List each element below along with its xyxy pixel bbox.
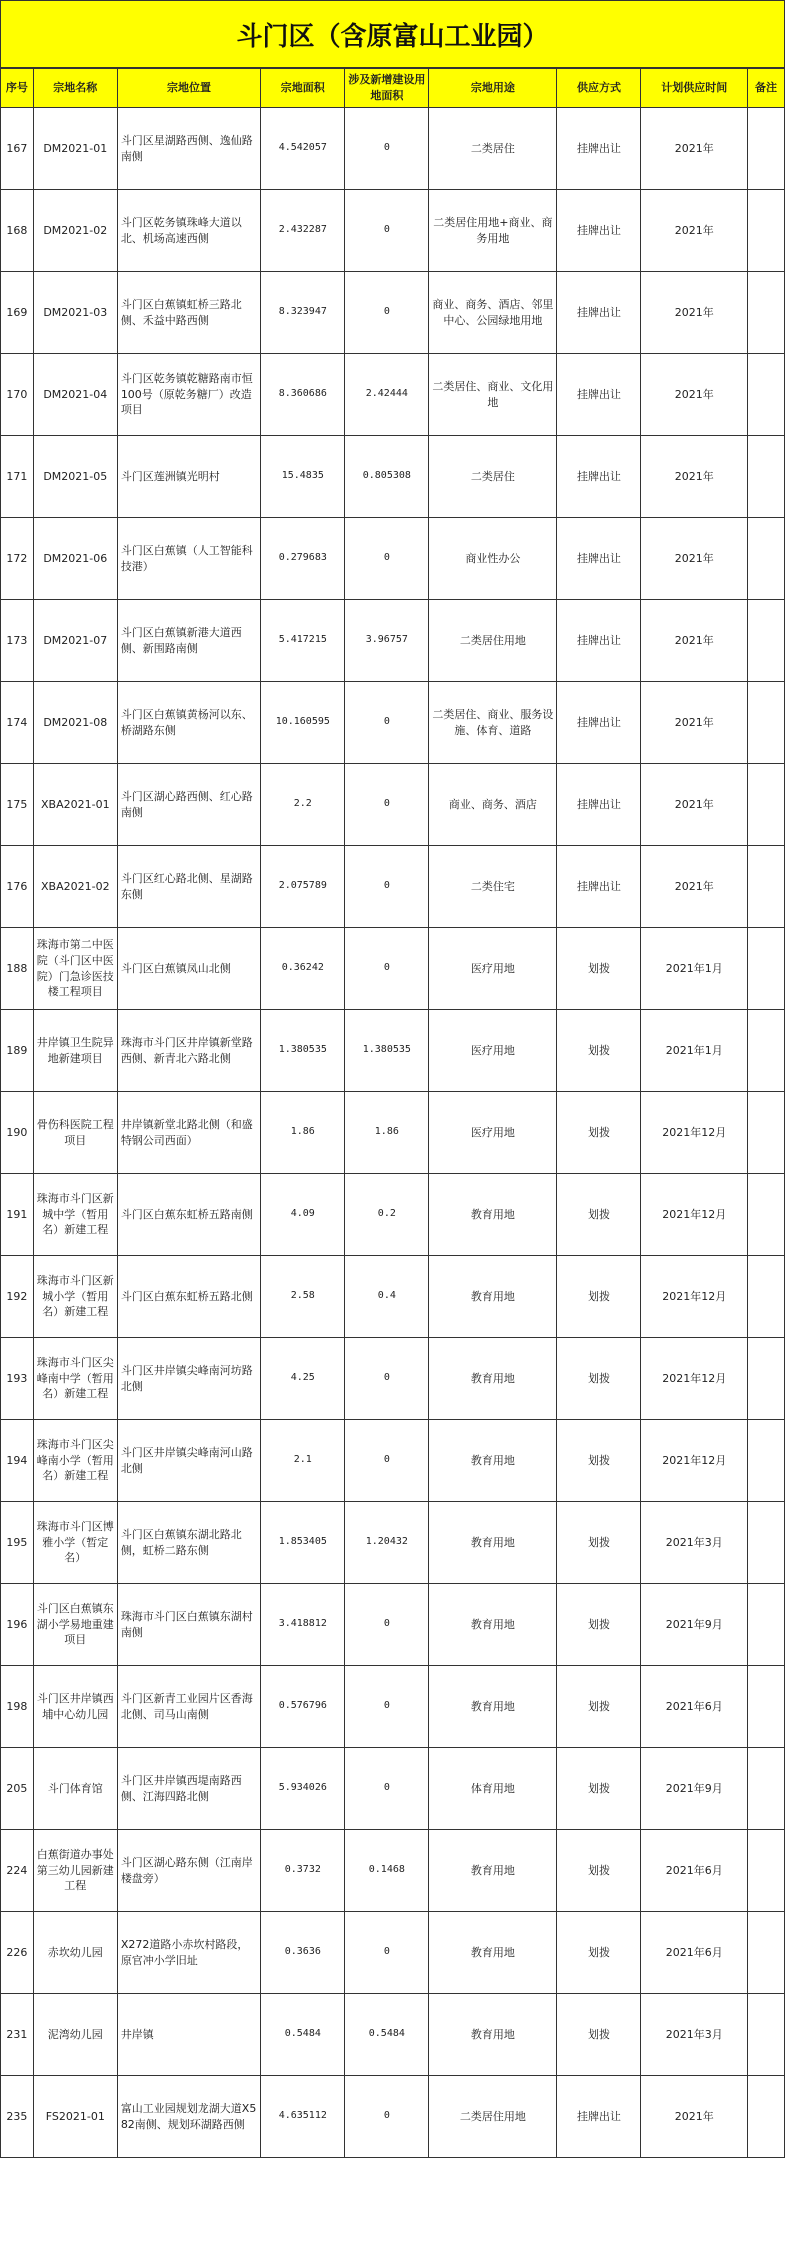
table-row: [1, 1666, 785, 1748]
cell-no: 188: [1, 928, 34, 1010]
cell-time: 2021年: [641, 272, 748, 354]
cell-supply: 划拨: [557, 1502, 641, 1584]
cell-no: 170: [1, 354, 34, 436]
cell-no: 175: [1, 764, 34, 846]
cell-new-area: 0: [345, 1584, 429, 1666]
cell-supply: 挂牌出让: [557, 108, 641, 190]
cell-name: XBA2021-01: [33, 764, 117, 846]
cell-note: [748, 1830, 785, 1912]
cell-location: 斗门区莲洲镇光明村: [117, 436, 260, 518]
cell-location: 斗门区白蕉镇（人工智能科技港）: [117, 518, 260, 600]
table-row: [1, 108, 785, 190]
cell-name: 泥湾幼儿园: [33, 1994, 117, 2076]
cell-area: 2.075789: [261, 846, 345, 928]
cell-new-area: 0.4: [345, 1256, 429, 1338]
cell-no: 235: [1, 2076, 34, 2158]
table-row: [1, 846, 785, 928]
cell-time: 2021年: [641, 190, 748, 272]
table-row: [1, 436, 785, 518]
cell-time: 2021年12月: [641, 1338, 748, 1420]
cell-note: [748, 190, 785, 272]
cell-time: 2021年12月: [641, 1174, 748, 1256]
table-row: [1, 2076, 785, 2158]
cell-no: 169: [1, 272, 34, 354]
cell-use: 二类居住用地: [429, 2076, 557, 2158]
cell-new-area: 0: [345, 1912, 429, 1994]
cell-name: XBA2021-02: [33, 846, 117, 928]
cell-name: 赤坎幼儿园: [33, 1912, 117, 1994]
cell-use: 教育用地: [429, 1912, 557, 1994]
cell-no: 192: [1, 1256, 34, 1338]
cell-name: 斗门区井岸镇西埔中心幼儿园: [33, 1666, 117, 1748]
cell-name: FS2021-01: [33, 2076, 117, 2158]
table-row: [1, 1584, 785, 1666]
cell-time: 2021年3月: [641, 1502, 748, 1584]
cell-no: 171: [1, 436, 34, 518]
cell-new-area: 0: [345, 764, 429, 846]
cell-location: 斗门区白蕉东虹桥五路北侧: [117, 1256, 260, 1338]
table-row: [1, 190, 785, 272]
cell-no: 189: [1, 1010, 34, 1092]
cell-new-area: 0: [345, 846, 429, 928]
cell-new-area: 0.1468: [345, 1830, 429, 1912]
cell-note: [748, 1748, 785, 1830]
cell-area: 0.36242: [261, 928, 345, 1010]
cell-note: [748, 1010, 785, 1092]
cell-name: DM2021-05: [33, 436, 117, 518]
cell-time: 2021年9月: [641, 1584, 748, 1666]
cell-name: 井岸镇卫生院异地新建项目: [33, 1010, 117, 1092]
cell-supply: 划拨: [557, 1666, 641, 1748]
cell-new-area: 0: [345, 190, 429, 272]
cell-supply: 挂牌出让: [557, 354, 641, 436]
cell-area: 2.58: [261, 1256, 345, 1338]
cell-use: 医疗用地: [429, 1010, 557, 1092]
header-use: 宗地用途: [429, 69, 557, 108]
cell-name: 斗门体育馆: [33, 1748, 117, 1830]
cell-time: 2021年: [641, 518, 748, 600]
table-row: [1, 1912, 785, 1994]
cell-location: 斗门区湖心路西侧、红心路南侧: [117, 764, 260, 846]
header-supply: 供应方式: [557, 69, 641, 108]
cell-name: 斗门区白蕉镇东湖小学易地重建项目: [33, 1584, 117, 1666]
cell-area: 1.380535: [261, 1010, 345, 1092]
cell-no: 198: [1, 1666, 34, 1748]
cell-note: [748, 518, 785, 600]
cell-supply: 划拨: [557, 928, 641, 1010]
cell-supply: 划拨: [557, 1584, 641, 1666]
cell-note: [748, 1338, 785, 1420]
cell-use: 商业、商务、酒店、邻里中心、公园绿地用地: [429, 272, 557, 354]
cell-supply: 挂牌出让: [557, 764, 641, 846]
cell-area: 15.4835: [261, 436, 345, 518]
cell-area: 2.1: [261, 1420, 345, 1502]
cell-no: 172: [1, 518, 34, 600]
cell-area: 5.417215: [261, 600, 345, 682]
cell-location: 斗门区白蕉镇黄杨河以东、桥湖路东侧: [117, 682, 260, 764]
cell-no: 193: [1, 1338, 34, 1420]
cell-area: 1.86: [261, 1092, 345, 1174]
cell-location: 斗门区井岸镇尖峰南河坊路北侧: [117, 1338, 260, 1420]
cell-location: 斗门区白蕉镇新港大道西侧、新围路南侧: [117, 600, 260, 682]
cell-new-area: 0: [345, 928, 429, 1010]
cell-note: [748, 1994, 785, 2076]
table-row: [1, 1174, 785, 1256]
cell-time: 2021年: [641, 764, 748, 846]
cell-note: [748, 1584, 785, 1666]
table-row: [1, 1092, 785, 1174]
cell-area: 2.2: [261, 764, 345, 846]
cell-supply: 挂牌出让: [557, 190, 641, 272]
land-table: [0, 68, 785, 2158]
cell-supply: 划拨: [557, 1174, 641, 1256]
cell-use: 二类住宅: [429, 846, 557, 928]
cell-note: [748, 1666, 785, 1748]
cell-time: 2021年1月: [641, 1010, 748, 1092]
cell-use: 教育用地: [429, 1338, 557, 1420]
table-row: [1, 1420, 785, 1502]
cell-time: 2021年3月: [641, 1994, 748, 2076]
cell-name: DM2021-03: [33, 272, 117, 354]
cell-supply: 划拨: [557, 1256, 641, 1338]
cell-new-area: 0: [345, 2076, 429, 2158]
sheet-title: 斗门区（含原富山工业园）: [0, 0, 785, 68]
cell-time: 2021年: [641, 2076, 748, 2158]
cell-location: 井岸镇: [117, 1994, 260, 2076]
cell-time: 2021年6月: [641, 1830, 748, 1912]
cell-area: 5.934026: [261, 1748, 345, 1830]
cell-location: 斗门区湖心路东侧（江南岸楼盘旁）: [117, 1830, 260, 1912]
cell-use: 医疗用地: [429, 928, 557, 1010]
cell-no: 226: [1, 1912, 34, 1994]
cell-no: 194: [1, 1420, 34, 1502]
cell-supply: 划拨: [557, 1912, 641, 1994]
cell-area: 4.25: [261, 1338, 345, 1420]
cell-area: 0.576796: [261, 1666, 345, 1748]
cell-no: 173: [1, 600, 34, 682]
cell-supply: 挂牌出让: [557, 518, 641, 600]
cell-location: 斗门区乾务镇珠峰大道以北、机场高速西侧: [117, 190, 260, 272]
cell-name: 珠海市斗门区尖峰南小学（暂用名）新建工程: [33, 1420, 117, 1502]
cell-note: [748, 682, 785, 764]
table-row: [1, 928, 785, 1010]
cell-area: 4.542057: [261, 108, 345, 190]
cell-no: 195: [1, 1502, 34, 1584]
cell-note: [748, 354, 785, 436]
cell-new-area: 0: [345, 1420, 429, 1502]
cell-name: 珠海市斗门区尖峰南中学（暂用名）新建工程: [33, 1338, 117, 1420]
cell-new-area: 0.805308: [345, 436, 429, 518]
header-new-area: 涉及新增建设用地面积: [345, 69, 429, 108]
cell-new-area: 0.2: [345, 1174, 429, 1256]
table-row: [1, 354, 785, 436]
cell-name: DM2021-01: [33, 108, 117, 190]
cell-area: 3.418812: [261, 1584, 345, 1666]
cell-note: [748, 108, 785, 190]
header-area: 宗地面积: [261, 69, 345, 108]
cell-new-area: 0: [345, 1666, 429, 1748]
cell-location: X272道路小赤坎村路段，原官冲小学旧址: [117, 1912, 260, 1994]
cell-area: 0.5484: [261, 1994, 345, 2076]
cell-supply: 划拨: [557, 1830, 641, 1912]
cell-supply: 挂牌出让: [557, 682, 641, 764]
cell-location: 斗门区乾务镇乾糖路南市恒100号（原乾务糖厂）改造项目: [117, 354, 260, 436]
cell-name: DM2021-04: [33, 354, 117, 436]
cell-no: 196: [1, 1584, 34, 1666]
cell-time: 2021年6月: [641, 1912, 748, 1994]
cell-area: 0.3732: [261, 1830, 345, 1912]
cell-new-area: 0: [345, 518, 429, 600]
cell-use: 商业性办公: [429, 518, 557, 600]
cell-location: 珠海市斗门区白蕉镇东湖村南侧: [117, 1584, 260, 1666]
table-row: [1, 1256, 785, 1338]
cell-note: [748, 846, 785, 928]
cell-use: 二类居住、商业、文化用地: [429, 354, 557, 436]
cell-note: [748, 2076, 785, 2158]
cell-name: 珠海市斗门区博雅小学（暂定名）: [33, 1502, 117, 1584]
cell-supply: 划拨: [557, 1994, 641, 2076]
cell-area: 0.279683: [261, 518, 345, 600]
cell-location: 斗门区白蕉镇凤山北侧: [117, 928, 260, 1010]
cell-note: [748, 1420, 785, 1502]
cell-no: 191: [1, 1174, 34, 1256]
cell-new-area: 1.380535: [345, 1010, 429, 1092]
cell-use: 二类居住: [429, 108, 557, 190]
cell-location: 井岸镇新堂北路北侧（和盛特钢公司西面）: [117, 1092, 260, 1174]
cell-use: 教育用地: [429, 1666, 557, 1748]
cell-time: 2021年12月: [641, 1420, 748, 1502]
cell-name: 骨伤科医院工程项目: [33, 1092, 117, 1174]
cell-location: 斗门区红心路北侧、星湖路东侧: [117, 846, 260, 928]
cell-name: 珠海市斗门区新城小学（暂用名）新建工程: [33, 1256, 117, 1338]
header-location: 宗地位置: [117, 69, 260, 108]
table-row: [1, 600, 785, 682]
cell-use: 医疗用地: [429, 1092, 557, 1174]
cell-name: 珠海市斗门区新城中学（暂用名）新建工程: [33, 1174, 117, 1256]
table-row: [1, 272, 785, 354]
cell-supply: 挂牌出让: [557, 436, 641, 518]
cell-name: 珠海市第二中医院（斗门区中医院）门急诊医技楼工程项目: [33, 928, 117, 1010]
cell-time: 2021年1月: [641, 928, 748, 1010]
cell-area: 10.160595: [261, 682, 345, 764]
cell-use: 二类居住、商业、服务设施、体育、道路: [429, 682, 557, 764]
cell-area: 0.3636: [261, 1912, 345, 1994]
cell-use: 体育用地: [429, 1748, 557, 1830]
cell-area: 8.360686: [261, 354, 345, 436]
cell-time: 2021年6月: [641, 1666, 748, 1748]
table-row: [1, 1502, 785, 1584]
cell-area: 1.853405: [261, 1502, 345, 1584]
cell-supply: 挂牌出让: [557, 272, 641, 354]
cell-location: 斗门区井岸镇西堤南路西侧、江海四路北侧: [117, 1748, 260, 1830]
header-row: [1, 69, 785, 108]
table-row: [1, 682, 785, 764]
cell-new-area: 0.5484: [345, 1994, 429, 2076]
cell-note: [748, 272, 785, 354]
cell-name: DM2021-02: [33, 190, 117, 272]
cell-location: 珠海市斗门区井岸镇新堂路西侧、新青北六路北侧: [117, 1010, 260, 1092]
cell-new-area: 0: [345, 1338, 429, 1420]
cell-time: 2021年: [641, 682, 748, 764]
table-row: [1, 1748, 785, 1830]
cell-no: 224: [1, 1830, 34, 1912]
cell-new-area: 2.42444: [345, 354, 429, 436]
cell-name: DM2021-06: [33, 518, 117, 600]
cell-location: 斗门区白蕉镇东湖北路北侧，虹桥二路东侧: [117, 1502, 260, 1584]
cell-time: 2021年12月: [641, 1256, 748, 1338]
cell-no: 168: [1, 190, 34, 272]
table-row: [1, 1338, 785, 1420]
cell-supply: 挂牌出让: [557, 600, 641, 682]
cell-no: 190: [1, 1092, 34, 1174]
cell-supply: 挂牌出让: [557, 2076, 641, 2158]
cell-no: 176: [1, 846, 34, 928]
cell-new-area: 1.86: [345, 1092, 429, 1174]
cell-new-area: 3.96757: [345, 600, 429, 682]
cell-name: 白蕉街道办事处第三幼儿园新建工程: [33, 1830, 117, 1912]
cell-use: 教育用地: [429, 1830, 557, 1912]
cell-location: 富山工业园规划龙湖大道X582南侧、规划环湖路西侧: [117, 2076, 260, 2158]
header-name: 宗地名称: [33, 69, 117, 108]
cell-area: 2.432287: [261, 190, 345, 272]
cell-area: 8.323947: [261, 272, 345, 354]
cell-use: 教育用地: [429, 1174, 557, 1256]
header-no: 序号: [1, 69, 34, 108]
cell-no: 174: [1, 682, 34, 764]
cell-time: 2021年12月: [641, 1092, 748, 1174]
cell-use: 教育用地: [429, 1994, 557, 2076]
cell-use: 教育用地: [429, 1584, 557, 1666]
cell-no: 231: [1, 1994, 34, 2076]
header-time: 计划供应时间: [641, 69, 748, 108]
cell-note: [748, 1256, 785, 1338]
cell-supply: 挂牌出让: [557, 846, 641, 928]
cell-note: [748, 436, 785, 518]
cell-use: 二类居住: [429, 436, 557, 518]
cell-location: 斗门区白蕉镇虹桥三路北侧、禾益中路西侧: [117, 272, 260, 354]
cell-new-area: 0: [345, 1748, 429, 1830]
cell-area: 4.09: [261, 1174, 345, 1256]
table-row: [1, 1010, 785, 1092]
cell-location: 斗门区白蕉东虹桥五路南侧: [117, 1174, 260, 1256]
table-row: [1, 1830, 785, 1912]
cell-use: 教育用地: [429, 1420, 557, 1502]
cell-time: 2021年: [641, 846, 748, 928]
cell-name: DM2021-08: [33, 682, 117, 764]
cell-no: 167: [1, 108, 34, 190]
cell-area: 4.635112: [261, 2076, 345, 2158]
table-row: [1, 1994, 785, 2076]
cell-supply: 划拨: [557, 1748, 641, 1830]
cell-no: 205: [1, 1748, 34, 1830]
header-note: 备注: [748, 69, 785, 108]
cell-location: 斗门区井岸镇尖峰南河山路北侧: [117, 1420, 260, 1502]
cell-use: 教育用地: [429, 1502, 557, 1584]
cell-note: [748, 1174, 785, 1256]
cell-location: 斗门区星湖路西侧、逸仙路南侧: [117, 108, 260, 190]
cell-note: [748, 928, 785, 1010]
cell-supply: 划拨: [557, 1010, 641, 1092]
cell-new-area: 0: [345, 108, 429, 190]
cell-supply: 划拨: [557, 1338, 641, 1420]
cell-use: 二类居住用地+商业、商务用地: [429, 190, 557, 272]
cell-use: 商业、商务、酒店: [429, 764, 557, 846]
cell-note: [748, 1912, 785, 1994]
cell-note: [748, 764, 785, 846]
cell-time: 2021年9月: [641, 1748, 748, 1830]
cell-new-area: 0: [345, 682, 429, 764]
cell-time: 2021年: [641, 436, 748, 518]
cell-use: 教育用地: [429, 1256, 557, 1338]
cell-note: [748, 1092, 785, 1174]
cell-time: 2021年: [641, 600, 748, 682]
cell-time: 2021年: [641, 354, 748, 436]
cell-supply: 划拨: [557, 1092, 641, 1174]
cell-use: 二类居住用地: [429, 600, 557, 682]
table-row: [1, 764, 785, 846]
cell-time: 2021年: [641, 108, 748, 190]
cell-note: [748, 1502, 785, 1584]
table-row: [1, 518, 785, 600]
cell-new-area: 0: [345, 272, 429, 354]
cell-name: DM2021-07: [33, 600, 117, 682]
cell-note: [748, 600, 785, 682]
cell-new-area: 1.20432: [345, 1502, 429, 1584]
cell-supply: 划拨: [557, 1420, 641, 1502]
cell-location: 斗门区新青工业园片区香海北侧、司马山南侧: [117, 1666, 260, 1748]
